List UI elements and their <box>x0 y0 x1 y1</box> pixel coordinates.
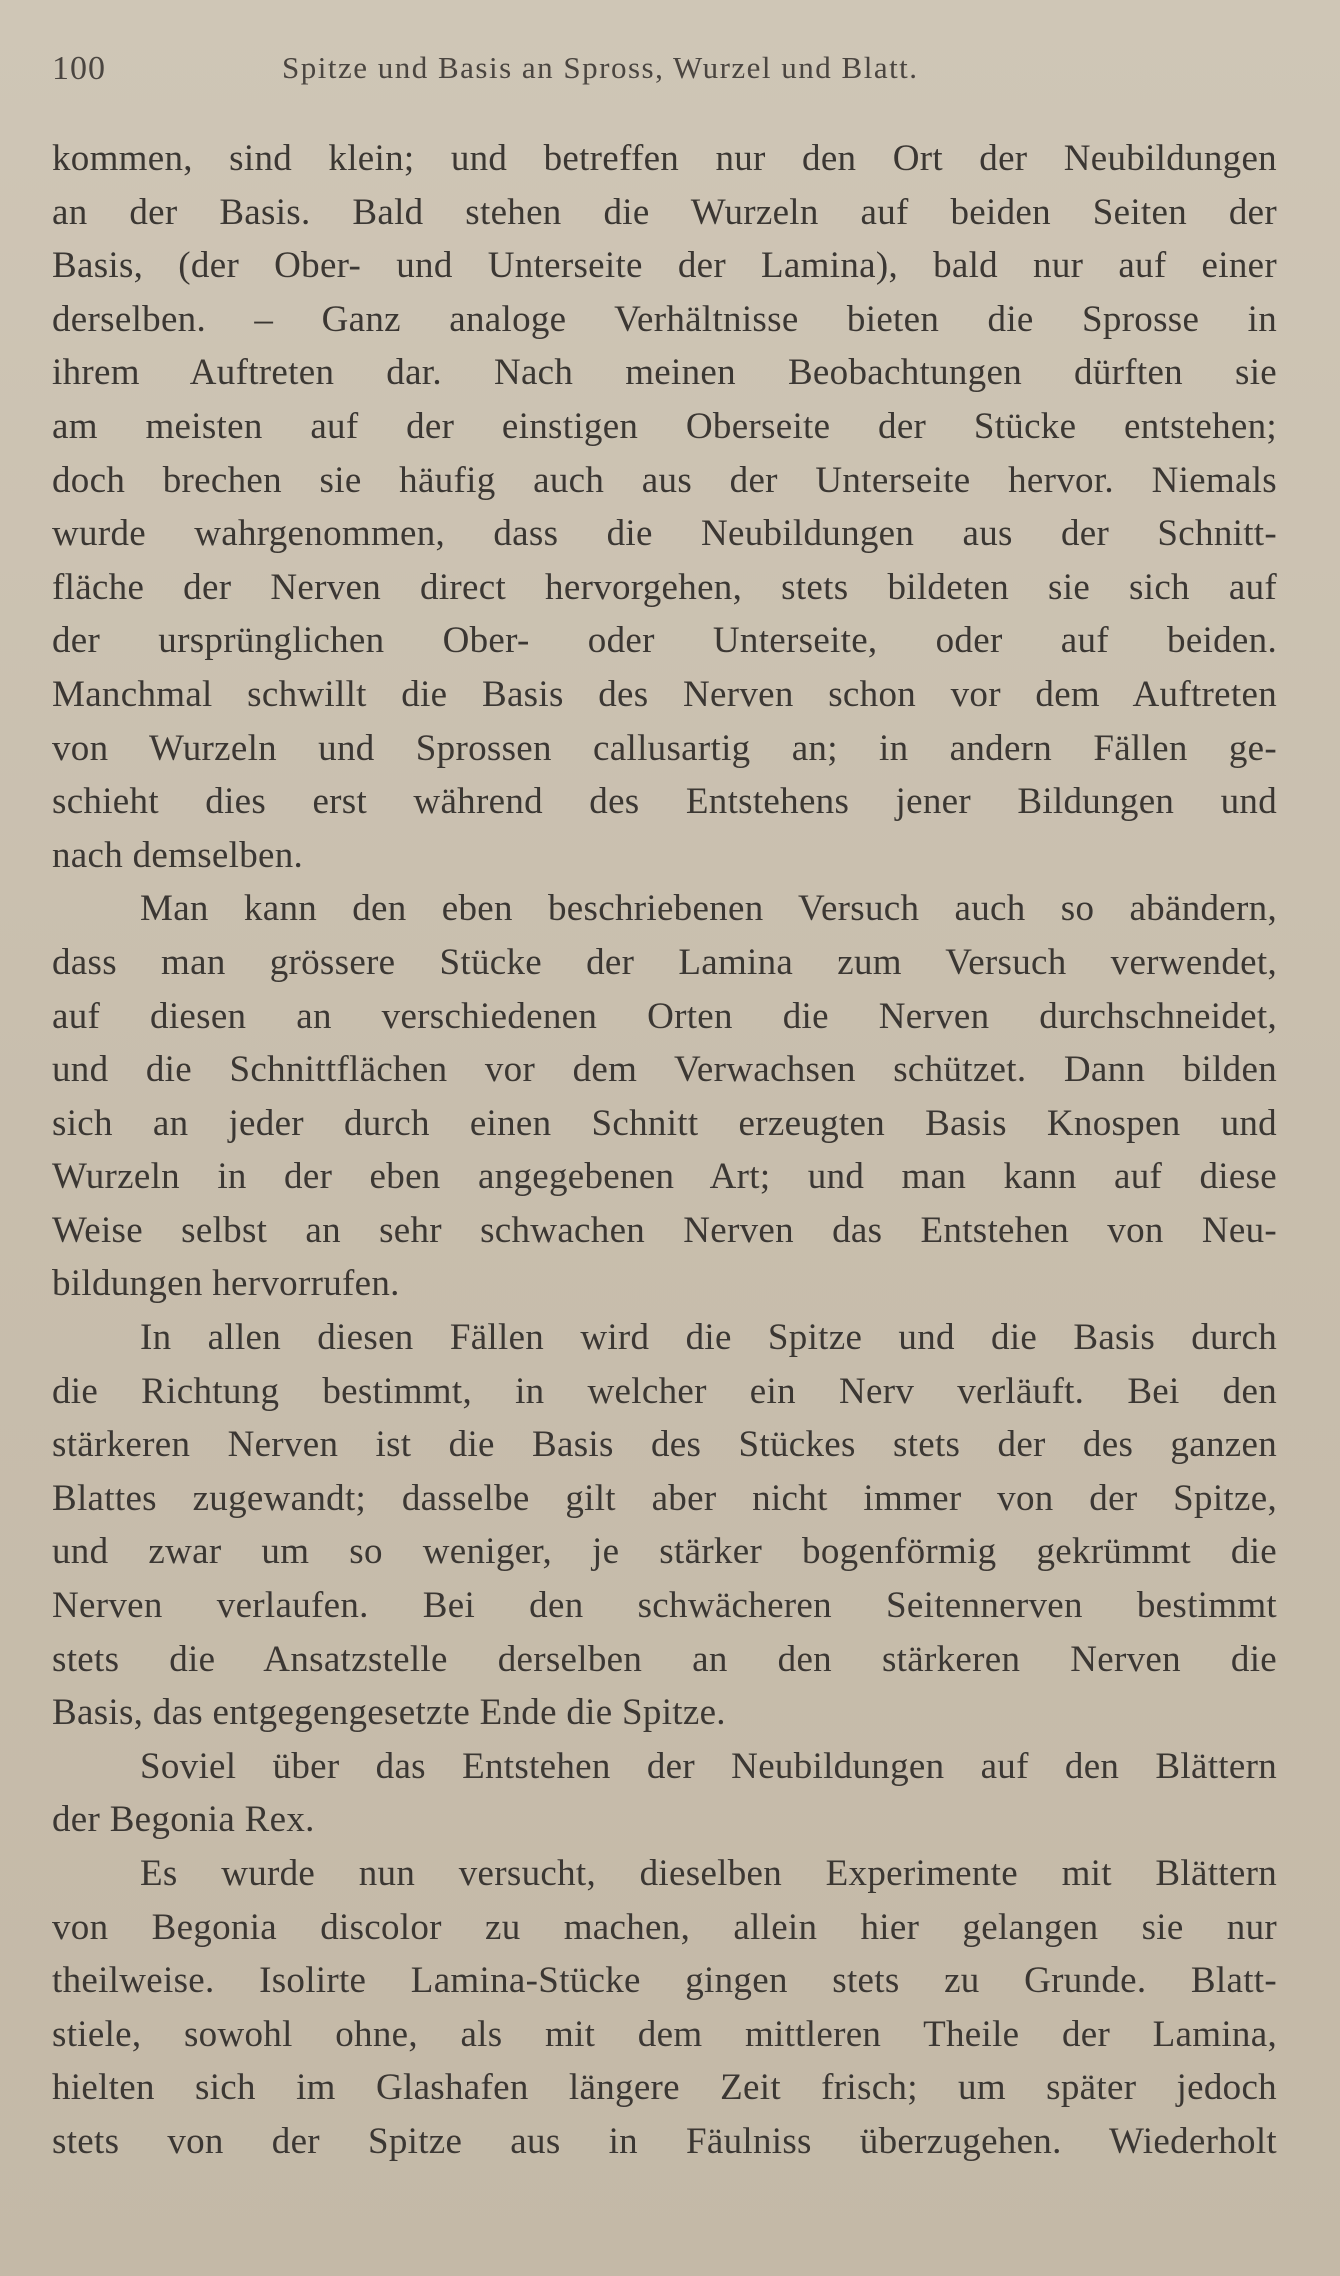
paragraph-end-line: nach demselben. <box>52 834 304 876</box>
paragraph-end-line: Basis, das entgegengesetzte Ende die Spitze. <box>52 1692 726 1734</box>
paragraph-start-line: Soviel über das Entstehen der Neubildungen auf den Blättern <box>140 1745 1277 1787</box>
text-line: die Richtung bestimmt, in welcher ein Nerv verläuft. Bei den <box>52 1370 1277 1412</box>
text-line: Basis, (der Ober- und Unterseite der Lamina), bald nur auf einer <box>52 245 1277 287</box>
text-line: Weise selbst an sehr schwachen Nerven das Entstehen von Neu- <box>52 1209 1277 1251</box>
page-number: 100 <box>52 50 106 87</box>
text-line: der ursprünglichen Ober- oder Unterseite, oder auf beiden. <box>52 620 1277 662</box>
text-line: stets die Ansatzstelle derselben an den stärkeren Nerven die <box>52 1638 1277 1680</box>
text-line: stärkeren Nerven ist die Basis des Stückes stets der des ganzen <box>52 1424 1277 1466</box>
paragraph-start-line: Man kann den eben beschriebenen Versuch auch so abändern, <box>140 888 1277 930</box>
text-line: an der Basis. Bald stehen die Wurzeln auf beiden Seiten der <box>52 191 1277 233</box>
text-line: kommen, sind klein; und betreffen nur den Ort der Neubildungen <box>52 138 1277 179</box>
text-line: von Wurzeln und Sprossen callusartig an; in andern Fällen ge- <box>52 727 1277 769</box>
running-title: Spitze und Basis an Spross, Wurzel und Blatt. <box>282 50 919 85</box>
paragraph-start-line: Es wurde nun versucht, dieselben Experimente mit Blättern <box>140 1853 1277 1894</box>
text-line: Nerven verlaufen. Bei den schwächeren Seitennerven bestimmt <box>52 1585 1277 1627</box>
body-text <box>52 132 1277 2169</box>
text-line: am meisten auf der einstigen Oberseite der Stücke entstehen; <box>52 405 1277 447</box>
running-head <box>52 46 1280 96</box>
text-line: schieht dies erst während des Entstehens jener Bildungen und <box>52 781 1277 823</box>
text-line: Manchmal schwillt die Basis des Nerven schon vor dem Auftreten <box>52 673 1277 715</box>
text-line: derselben. – Ganz analoge Verhältnisse bieten die Sprosse in <box>52 298 1277 340</box>
text-line: Blattes zugewandt; dasselbe gilt aber nicht immer von der Spitze, <box>52 1477 1277 1519</box>
text-line: und zwar um so weniger, je stärker bogenförmig gekrümmt die <box>52 1531 1277 1573</box>
text-line: stets von der Spitze aus in Fäulniss überzugehen. Wiederholt <box>52 2120 1277 2162</box>
text-line: sich an jeder durch einen Schnitt erzeugten Basis Knospen und <box>52 1102 1277 1144</box>
text-line: und die Schnittflächen vor dem Verwachsen schützet. Dann bilden <box>52 1049 1277 1091</box>
text-line: stiele, sowohl ohne, als mit dem mittleren Theile der Lamina, <box>52 2013 1277 2055</box>
text-line: fläche der Nerven direct hervorgehen, stets bildeten sie sich auf <box>52 566 1277 608</box>
text-line: dass man grössere Stücke der Lamina zum Versuch verwendet, <box>52 941 1277 983</box>
text-line: wurde wahrgenommen, dass die Neubildungen aus der Schnitt- <box>52 513 1277 555</box>
text-line: hielten sich im Glashafen längere Zeit frisch; um später jedoch <box>52 2067 1277 2109</box>
paragraph-start-line: In allen diesen Fällen wird die Spitze und die Basis durch <box>140 1317 1277 1359</box>
text-line: von Begonia discolor zu machen, allein hier gelangen sie nur <box>52 1906 1277 1948</box>
text-line: ihrem Auftreten dar. Nach meinen Beobachtungen dürften sie <box>52 352 1277 394</box>
paragraph-end-line: bildungen hervorrufen. <box>52 1263 400 1305</box>
text-line: theilweise. Isolirte Lamina-Stücke gingen stets zu Grunde. Blatt- <box>52 1960 1277 2002</box>
paragraph-end-line: der Begonia Rex. <box>52 1799 315 1841</box>
text-line: Wurzeln in der eben angegebenen Art; und man kann auf diese <box>52 1156 1277 1198</box>
text-line: auf diesen an verschiedenen Orten die Nerven durchschneidet, <box>52 995 1277 1037</box>
text-line: doch brechen sie häufig auch aus der Unterseite hervor. Niemals <box>52 459 1277 501</box>
